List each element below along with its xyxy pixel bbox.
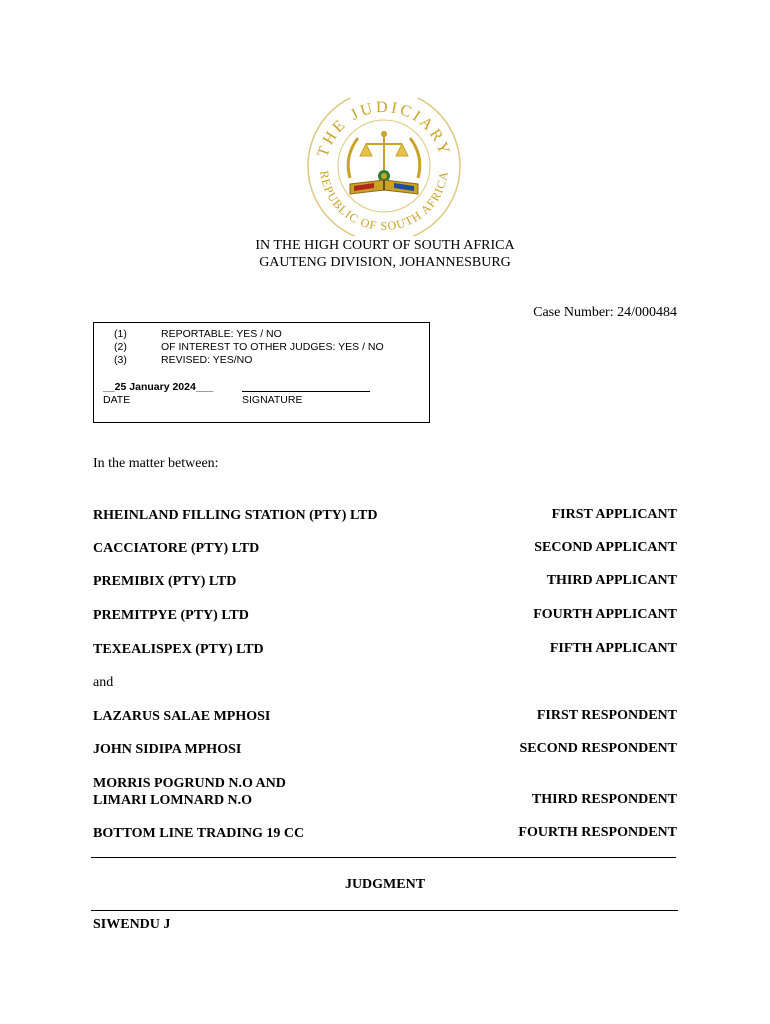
respondent-role: THIRD RESPONDENT <box>531 792 677 807</box>
court-name: IN THE HIGH COURT OF SOUTH AFRICA <box>255 238 515 253</box>
applicant-role: FIFTH APPLICANT <box>549 641 677 656</box>
respondent-role: FIRST RESPONDENT <box>536 708 677 723</box>
seal-bottom-text: REPUBLIC OF SOUTH AFRICA <box>317 169 451 234</box>
applicant-role: THIRD APPLICANT <box>546 573 677 588</box>
reportable-box <box>93 322 430 423</box>
applicant-name: PREMIBIX (PTY) LTD <box>93 574 237 589</box>
applicant-name: PREMITPYE (PTY) LTD <box>93 608 249 623</box>
date-value: __25 January 2024___ <box>103 381 214 393</box>
seal-top-text: THE JUDICIARY <box>314 98 454 160</box>
applicant-role: FOURTH APPLICANT <box>533 607 677 622</box>
applicant-role: SECOND APPLICANT <box>534 540 677 555</box>
respondent-role: FOURTH RESPONDENT <box>518 825 677 840</box>
respondent-name: JOHN SIDIPA MPHOSI <box>93 742 242 757</box>
signature-line <box>242 391 370 392</box>
matter-intro: In the matter between: <box>93 456 219 471</box>
divider <box>91 910 678 911</box>
and-separator: and <box>93 675 114 690</box>
respondent-name: LAZARUS SALAE MPHOSI <box>93 709 271 724</box>
case-number: Case Number: 24/000484 <box>533 305 677 320</box>
respondent-name: MORRIS POGRUND N.O AND <box>93 776 286 791</box>
applicant-role: FIRST APPLICANT <box>551 507 677 522</box>
judgment-heading: JUDGMENT <box>344 877 426 892</box>
date-label: DATE <box>103 394 131 406</box>
respondent-role: SECOND RESPONDENT <box>519 741 677 756</box>
judge-name: SIWENDU J <box>93 917 171 932</box>
applicant-name: TEXEALISPEX (PTY) LTD <box>93 642 264 657</box>
revised-item: (3) REVISED: YES/NO <box>114 354 253 366</box>
reportable-item: (1) REPORTABLE: YES / NO <box>114 328 282 340</box>
court-division: GAUTENG DIVISION, JOHANNESBURG <box>259 255 511 270</box>
applicant-name: RHEINLAND FILLING STATION (PTY) LTD <box>93 508 378 523</box>
divider <box>91 857 676 858</box>
respondent-name: BOTTOM LINE TRADING 19 CC <box>93 826 305 841</box>
applicant-name: CACCIATORE (PTY) LTD <box>93 541 260 556</box>
signature-label: SIGNATURE <box>242 394 303 406</box>
respondent-name-line2: LIMARI LOMNARD N.O <box>93 793 253 808</box>
interest-item: (2) OF INTEREST TO OTHER JUDGES: YES / NO <box>114 341 384 353</box>
judiciary-seal <box>304 98 464 236</box>
